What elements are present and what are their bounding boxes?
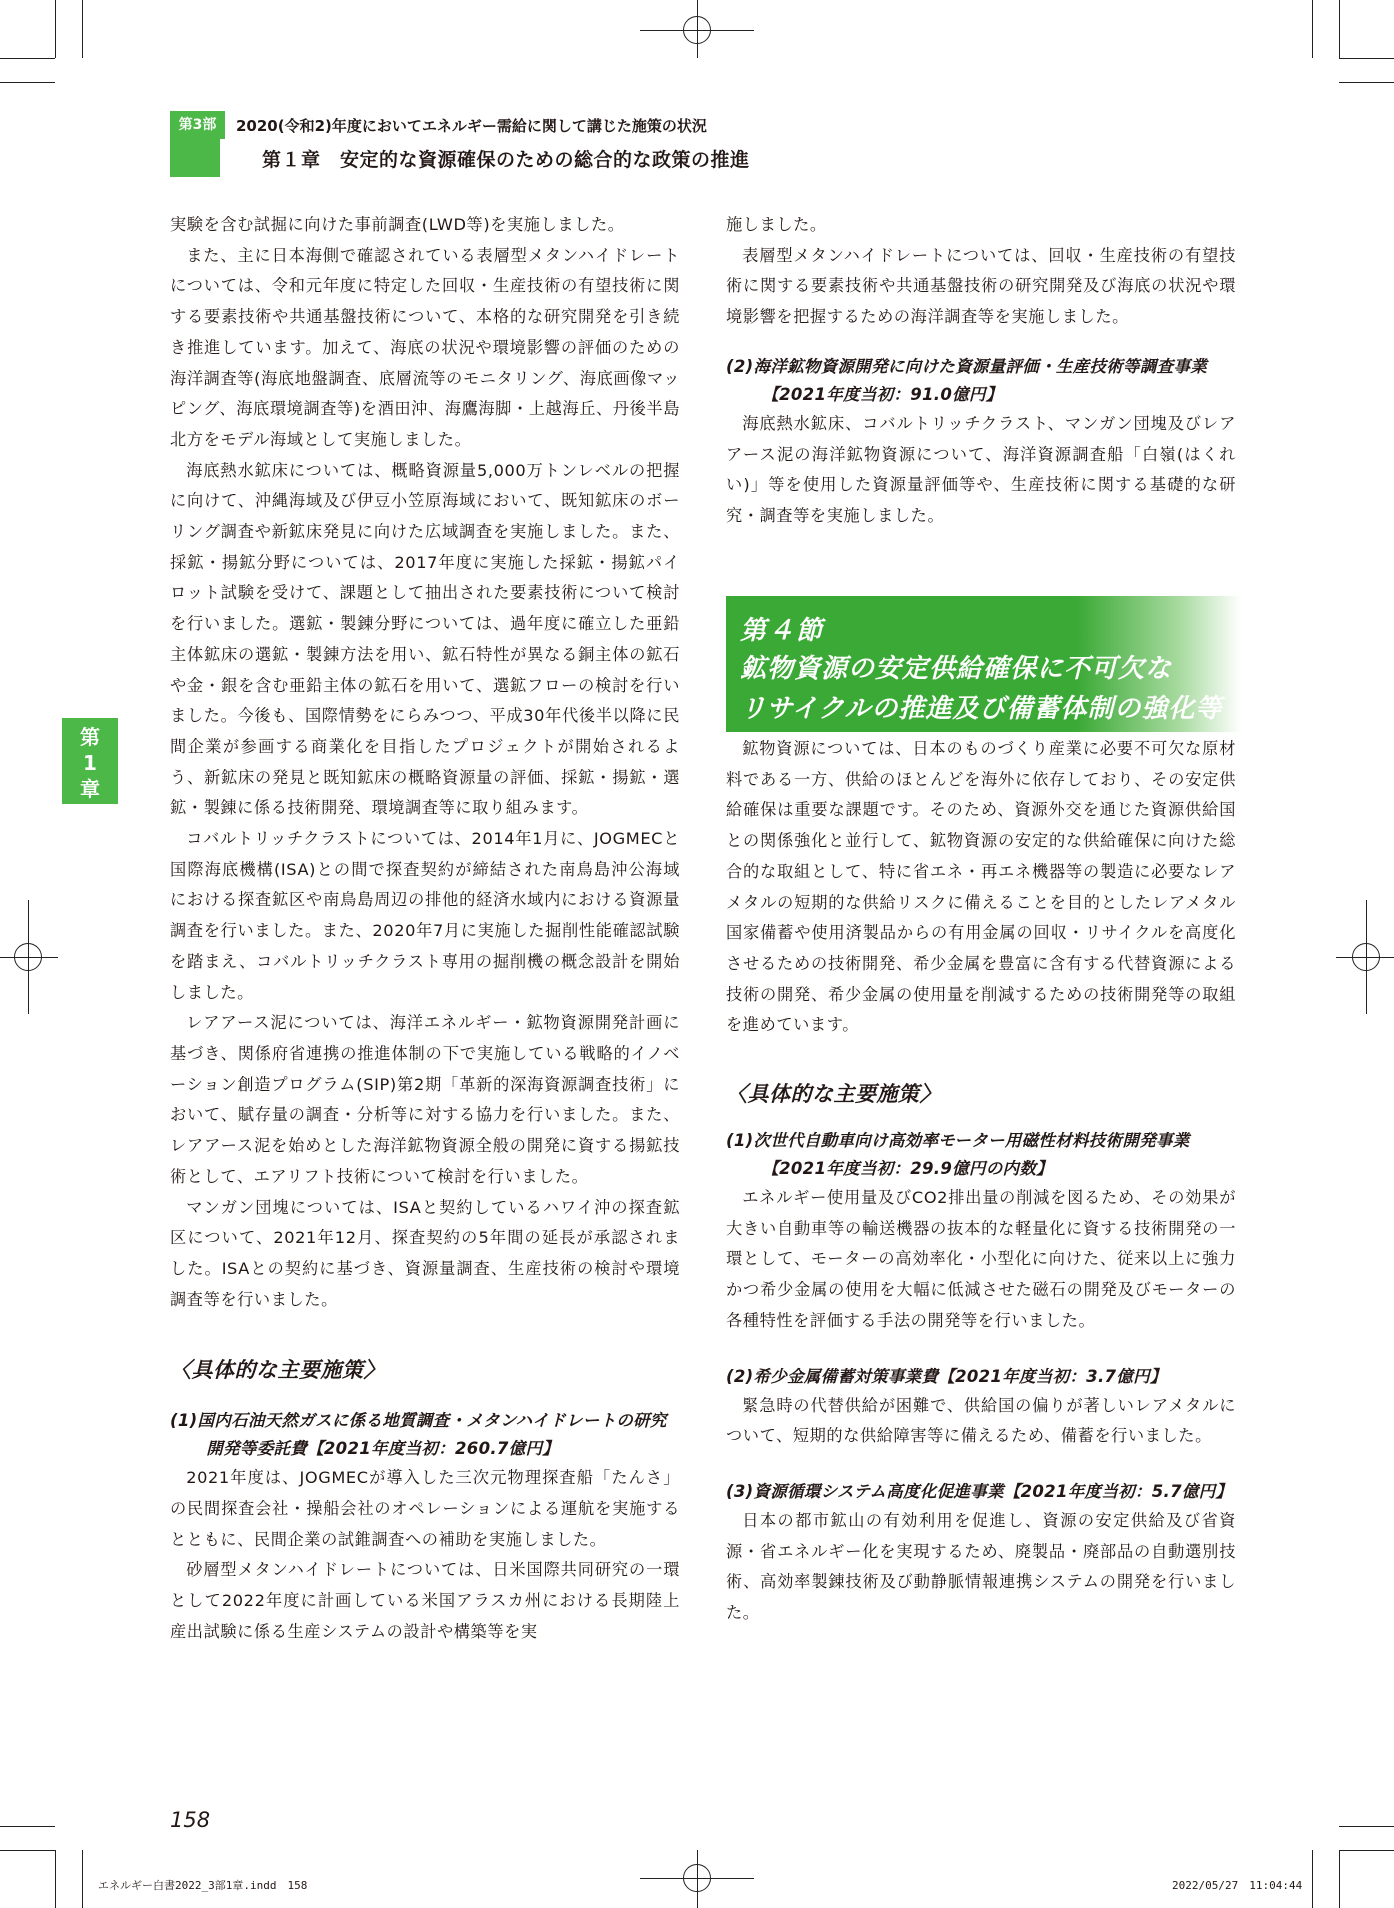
side-tab-line1: 第 — [80, 725, 100, 749]
item-title: (2)希少金属備蓄対策事業費【2021年度当初：3.7億円】 — [726, 1366, 1167, 1386]
paragraph: レアアース泥については、海洋エネルギー・鉱物資源開発計画に基づき、関係府省連携の推進体制の下で実施している戦略的イノベーション創造プログラム(SIP)第2期「革新的深海資源調査技術」において、賦存量の調査・分析等に対する協力を行いました。また、レアアース泥を始めとした海洋鉱物資源全般の開発に資する揚鉱技術として、エアリフト技術について検討を行いました。 — [170, 1013, 680, 1186]
footer-timestamp: 2022/05/27 11:04:44 — [1172, 1879, 1303, 1892]
chapter-title: 第１章 安定的な資源確保のための総合的な政策の推進 — [262, 149, 750, 171]
spacer — [170, 1385, 680, 1407]
spacer — [170, 1315, 680, 1355]
crop-mark — [1312, 1850, 1313, 1908]
chapter-side-tab — [62, 718, 118, 804]
spacer — [726, 333, 1236, 353]
paragraph: 日本の都市鉱山の有効利用を促進し、資源の安定供給及び省資源・省エネルギー化を実現するため、廃製品・廃部品の自動選別技術、高効率製錬技術及び動静脈情報連携システムの開発を行いました。 — [726, 1510, 1236, 1623]
spacer — [726, 1337, 1236, 1363]
paragraph: マンガン団塊については、ISAと契約しているハワイ沖の探査鉱区について、2021年12月、探査契約の5年間の延長が承認されました。ISAとの契約に基づき、資源量調査、生産技術の検討や環境調査等を行いました。 — [170, 1197, 680, 1309]
crop-mark — [0, 58, 55, 59]
crop-mark — [1339, 1850, 1394, 1851]
registration-mark — [683, 16, 711, 44]
paragraph: 2021年度は、JOGMECが導入した三次元物理探査船「たんさ」の民間探査会社・操船会社のオペレーションによる運航を実施するとともに、民間企業の試錐調査への補助を実施しました。 — [170, 1468, 680, 1549]
crop-mark — [1339, 82, 1394, 83]
paragraph: 実験を含む試掘に向けた事前調査(LWD等)を実施しました。 — [170, 215, 625, 234]
section-title-line2: リサイクルの推進及び備蓄体制の強化等 — [740, 694, 1223, 724]
item-title: (3)資源循環システム高度化促進事業【2021年度当初：5.7億円】 — [726, 1481, 1233, 1501]
paragraph: エネルギー使用量及びCO2排出量の削減を図るため、その効果が大きい自動車等の輸送機器の抜本的な軽量化に資する技術開発の一環として、モーターの高効率化・小型化に向けた、従来以上に強力かつ希少金属の使用を大幅に低減させた磁石の開発及びモーターの各種特性を評価する手法の開発等を行いました。 — [726, 1188, 1236, 1330]
spacer — [726, 1452, 1236, 1478]
paragraph: 砂層型メタンハイドレートについては、日米国際共同研究の一環として2022年度に計画している米国アラスカ州における長期陸上産出試験に係る生産システムの設計や構築等を実 — [170, 1560, 680, 1641]
crop-mark — [0, 1826, 55, 1827]
registration-mark — [14, 943, 42, 971]
registration-mark — [683, 1864, 711, 1892]
crop-mark — [82, 1850, 83, 1908]
crop-mark — [0, 82, 55, 83]
side-tab-line2: 1 — [83, 751, 97, 775]
item-title: (1)国内石油天然ガスに係る地質調査・メタンハイドレートの研究開発等委託費【2021年度当初：260.7億円】 — [170, 1411, 667, 1459]
item-title: (1)次世代自動車向け高効率モーター用磁性材料技術開発事業【2021年度当初：29.9億円の内数】 — [726, 1131, 1190, 1179]
right-column-lower — [726, 734, 1236, 1629]
paragraph: 施しました。 — [726, 215, 827, 234]
crop-mark — [1339, 0, 1340, 58]
registration-mark — [1352, 943, 1380, 971]
side-tab-line3: 章 — [80, 777, 100, 801]
part-title: 2020(令和2)年度においてエネルギー需給に関して講じた施策の状況 — [236, 117, 707, 135]
section-heading: 〈具体的な主要施策〉 — [726, 1082, 941, 1107]
crop-mark — [1339, 1826, 1394, 1827]
paragraph: 海底熱水鉱床、コバルトリッチクラスト、マンガン団塊及びレアアース泥の海洋鉱物資源について、海洋資源調査船「白嶺(はくれい)」等を使用した資源量評価等や、生産技術に関する基礎的な研究・調査等を実施しました。 — [726, 413, 1236, 525]
crop-mark — [0, 1850, 55, 1851]
footer-file-info: エネルギー白書2022_3部1章.indd 158 — [98, 1879, 308, 1892]
section-title-line1: 鉱物資源の安定供給確保に不可欠な — [740, 654, 1173, 684]
paragraph: 鉱物資源については、日本のものづくり産業に必要不可欠な原材料である一方、供給のほとんどを海外に依存しており、その安定供給確保は重要な課題です。そのため、資源外交を通じた資源供給国との関係強化と並行して、鉱物資源の安定的な供給確保に向けた総合的な取組として、特に省エネ・再エネ機器等の製造に必要なレアメタルの短期的な供給リスクに備えることを目的としたレアメタル国家備蓄や使用済製品からの有用金属の回収・リサイクルを高度化させるための技術開発、希少金属を豊富に含有する代替資源による技術の開発、希少金属の使用量を削減するための技術開発等の取組を進めています。 — [726, 739, 1236, 1035]
section-number: 第４節 — [740, 616, 825, 646]
paragraph: また、主に日本海側で確認されている表層型メタンハイドレートについては、令和元年度に特定した回収・生産技術の有望技術に関する要素技術や共通基盤技術について、本格的な研究開発を引き続き推進しています。加えて、海底の状況や環境影響の評価のための海洋調査等(海底地盤調査、底層流等のモニタリング、海底画像マッピング、海底環境調査等)を酒田沖、海鷹海脚・上越海丘、丹後半島北方をモデル海域として実施しました。 — [170, 245, 680, 449]
header-green-strip — [170, 139, 220, 177]
crop-mark — [1339, 1850, 1340, 1908]
paragraph: 緊急時の代替供給が困難で、供給国の偏りが著しいレアメタルについて、短期的な供給障害等に備えるため、備蓄を行いました。 — [726, 1395, 1236, 1446]
paragraph: コバルトリッチクラストについては、2014年1月に、JOGMECと国際海底機構(ISA)との間で探査契約が締結された南鳥島沖公海域における探査鉱区や南鳥島周辺の排他的経済水域内における資源量調査を行いました。また、2020年7月に実施した掘削性能確認試験を踏まえ、コバルトリッチクラスト専用の掘削機の概念設計を開始しました。 — [170, 829, 680, 1002]
crop-mark — [1339, 58, 1394, 59]
right-column — [726, 210, 1236, 532]
part-tag: 第3部 — [170, 111, 225, 139]
section-heading: 〈具体的な主要施策〉 — [170, 1358, 385, 1383]
crop-mark — [82, 0, 83, 58]
crop-mark — [55, 1850, 56, 1908]
crop-mark — [1312, 0, 1313, 58]
item-title: (2)海洋鉱物資源開発に向けた資源量評価・生産技術等調査事業【2021年度当初：91.0億円】 — [726, 356, 1208, 404]
crop-mark — [55, 0, 56, 58]
spacer — [726, 1041, 1236, 1079]
paragraph: 表層型メタンハイドレートについては、回収・生産技術の有望技術に関する要素技術や共通基盤技術の研究開発及び海底の状況や環境影響を把握するための海洋調査等を実施しました。 — [726, 245, 1236, 327]
section-banner — [726, 596, 1241, 732]
paragraph: 海底熱水鉱床については、概略資源量5,000万トンレベルの把握に向けて、沖縄海域及び伊豆小笠原海域において、既知鉱床のボーリング調査や新鉱床発見に向けた広域調査を実施しました。また、採鉱・揚鉱分野については、2017年度に実施した採鉱・揚鉱パイロット試験を受けて、課題として抽出された要素技術について検討を行いました。選鉱・製錬分野については、過年度に確立した亜鉛主体鉱床の選鉱・製錬方法を用い、鉱石特性が異なる銅主体の鉱石や金・銀を含む亜鉛主体の鉱石を用いて、選鉱フローの検討を行いました。今後も、国際情勢をにらみつつ、平成30年代後半以降に民間企業が参画する商業化を目指したプロジェクトが開始されるよう、新鉱床の発見と既知鉱床の概略資源量の評価、採鉱・揚鉱・選鉱・製錬に係る技術開発、環境調査等に取り組みます。 — [170, 460, 680, 818]
spacer — [726, 1109, 1236, 1127]
page-number: 158 — [170, 1808, 211, 1832]
left-column — [170, 210, 680, 1648]
